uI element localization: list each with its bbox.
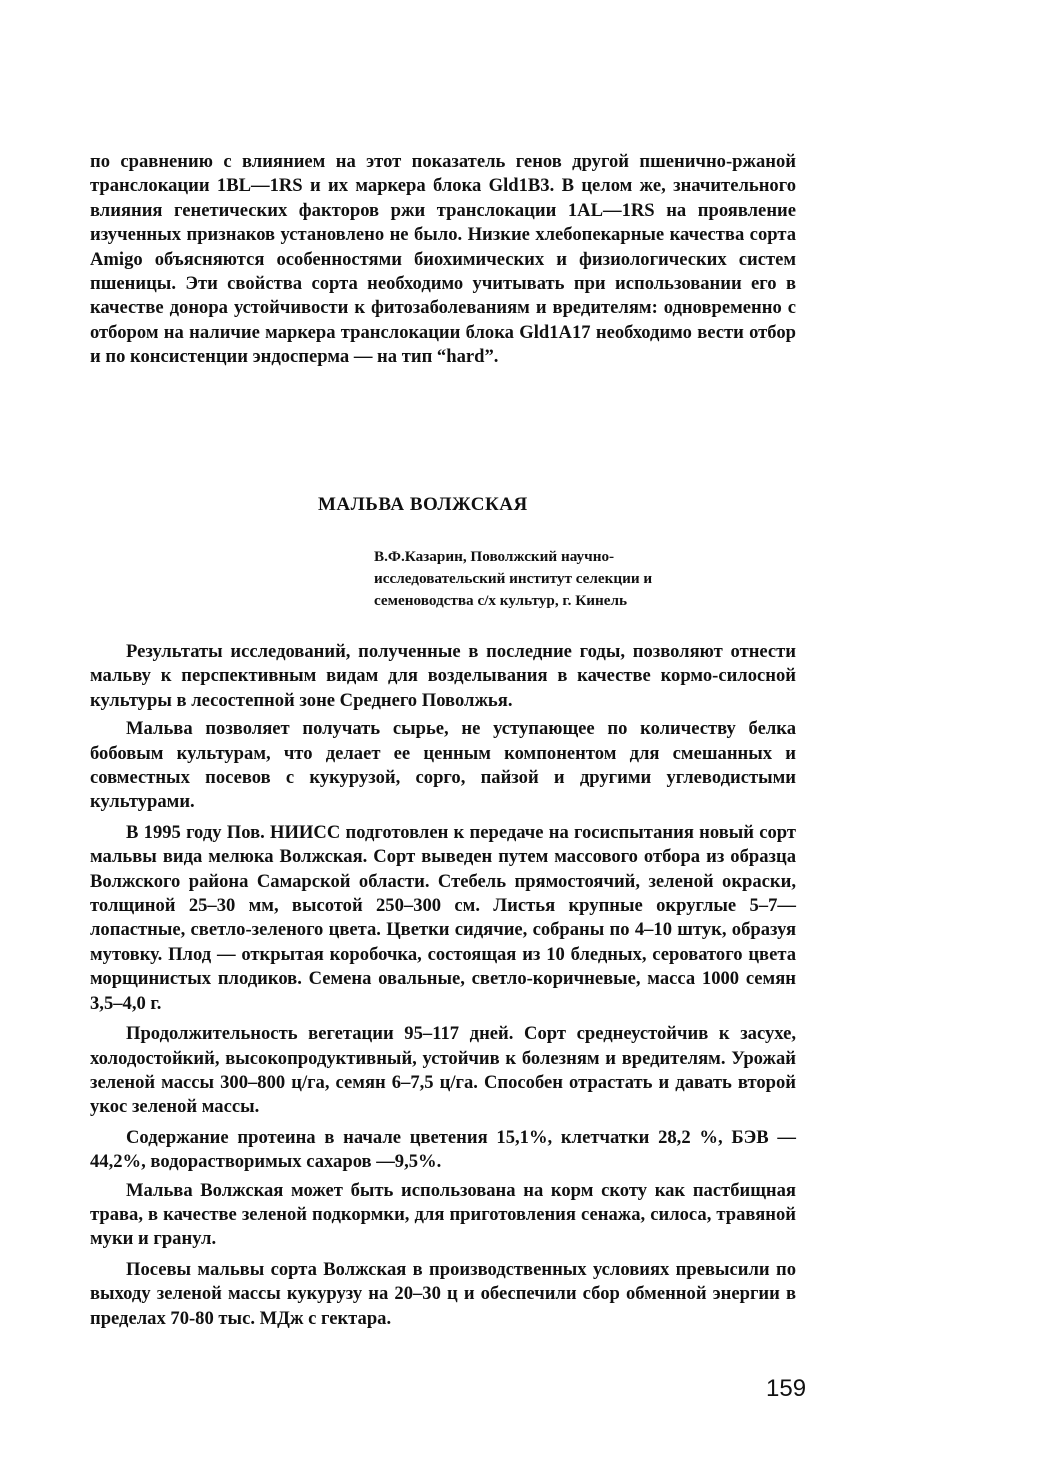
- body-paragraph-4: Продолжительность вегетации 95–117 дней. Сорт среднеустойчив к засухе, холодостойкий, высокопродуктивный, устойчив к болезням и вредителям. Урожай зеленой массы 300–800 ц/га, семян 6–7,5 ц/га. Способен отрастать и давать второй укос зеленой массы.: [90, 1023, 796, 1118]
- intro-section: [90, 150, 796, 370]
- body-paragraph-6: Мальва Волжская может быть использована на корм скоту как пастбищная трава, в качестве зеленой подкормки, для приготовления сенажа, силоса, травяной муки и гранул.: [90, 1179, 796, 1250]
- intro-paragraph: по сравнению с влиянием на этот показатель генов другой пшенично-ржаной транслокации 1BL—1RS и их маркера блока Gld1B3. В целом же, значительного влияния генетических факторов ржи транслокации 1AL—1RS на проявление изученных признаков установлено не было. Низкие хлебопекарные качества сорта Amigo объясняются особенностями биохимических и физиологических систем пшеницы. Эти свойства сорта необходимо учитывать при использовании его в качестве донора устойчивости к фитозаболеваниям и вредителям: одновременно с отбором на наличие маркера транслокации блока Gld1A17 необходимо вести отбор и по консистенции эндосперма — на тип “hard”.: [90, 151, 796, 368]
- body-paragraph-7: Посевы мальвы сорта Волжская в производственных условиях превысили по выходу зеленой массы кукурузу на 20–30 ц и обеспечили сбор обменной энергии в пределах 70-80 тыс. МДж с гектара.: [90, 1258, 796, 1329]
- article-title: МАЛЬВА ВОЛЖСКАЯ: [318, 494, 528, 515]
- body-paragraph-5: Содержание протеина в начале цветения 15,1%, клетчатки 28,2 %, БЭВ — 44,2%, водорастворимых сахаров —9,5%.: [90, 1126, 796, 1173]
- page-number: 159: [766, 1375, 807, 1402]
- body-paragraph-1: Результаты исследований, полученные в последние годы, позволяют отнести мальву к перспективным видам для возделывания в качестве кормо-силосной культуры в лесостепной зоне Среднего Поволжья.: [90, 641, 796, 711]
- article-authors: В.Ф.Казарин, Поволжский научно-исследовательский институт селекции и семеноводства с/х культур, г. Кинель: [374, 548, 653, 609]
- body-paragraph-2: Мальва позволяет получать сырье, не уступающее по количеству белка бобовым культурам, что делает ее ценным компонентом для смешанных и совместных посевов с кукурузой, сорго, пайзой и другими углеводистыми культурами.: [90, 718, 796, 813]
- article-body: [90, 640, 796, 1335]
- body-paragraph-3: В 1995 году Пов. НИИСС подготовлен к передаче на госиспытания новый сорт мальвы вида мелюка Волжская. Сорт выведен путем массового отбора из образца Волжского района Самарской области. Стебель прямостоячий, зеленой окраски, толщиной 25–30 мм, высотой 250–300 см. Листья крупные округлые 5–7—лопастные, светло-зеленого цвета. Цветки сидячие, собраны по 4–10 штук, образуя мутовку. Плод — открытая коробочка, состоящая из 10 бледных, сероватого цвета морщинистых плодиков. Семена овальные, светло-коричневые, масса 1000 семян 3,5–4,0 г.: [90, 821, 796, 1014]
